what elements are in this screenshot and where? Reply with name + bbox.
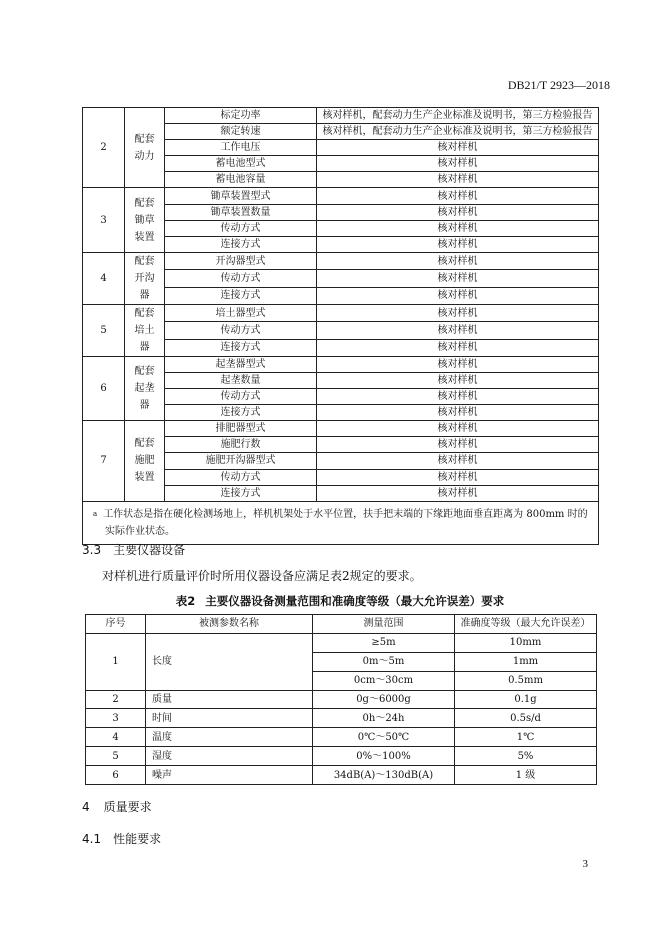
group-number: 6: [83, 356, 125, 420]
param-cell: 传动方式: [165, 322, 317, 339]
method-cell: 核对样机，配套动力生产企业标准及说明书，第三方检验报告: [317, 124, 599, 140]
group-name: [125, 188, 165, 252]
method-cell: 核对样机: [317, 322, 599, 339]
param-cell: 施肥开沟器型式: [165, 453, 317, 469]
group-name: [125, 252, 165, 304]
group-name-text: 配套 培土 器: [134, 307, 155, 353]
row-number: 6: [86, 766, 146, 785]
accuracy-cell: 1mm: [455, 652, 597, 671]
table2-caption: [82, 593, 598, 609]
param-cell: 连接方式: [165, 405, 317, 421]
param-cell: 连接方式: [165, 339, 317, 356]
param-name: 噪声: [146, 766, 313, 785]
param-cell: 开沟器型式: [165, 252, 317, 269]
param-cell: 培土器型式: [165, 304, 317, 321]
footnote-text: 工作状态是指在硬化检测场地上，样机机架处于水平位置，扶手把末端的下缘距地面垂直距离为 800mm 时的实际作业状态。: [103, 508, 588, 537]
section-number: 4: [82, 800, 90, 814]
group-number: 7: [83, 421, 125, 501]
method-cell: 核对样机: [317, 172, 599, 188]
table-row: [83, 252, 599, 269]
param-cell: 额定转速: [165, 124, 317, 140]
method-cell: 核对样机: [317, 421, 599, 437]
param-cell: 标定功率: [165, 108, 317, 124]
param-cell: 蓄电池容量: [165, 172, 317, 188]
method-cell: 核对样机，配套动力生产企业标准及说明书，第三方检验报告: [317, 108, 599, 124]
row-number: 1: [86, 633, 146, 690]
section-title: 主要仪器设备: [113, 543, 186, 557]
method-cell: 核对样机: [317, 270, 599, 287]
group-number: 4: [83, 252, 125, 304]
param-cell: 连接方式: [165, 236, 317, 252]
table-row: [86, 766, 597, 785]
row-number: 4: [86, 728, 146, 747]
page-number: 3: [582, 858, 588, 870]
param-cell: 工作电压: [165, 140, 317, 156]
param-cell: 传动方式: [165, 220, 317, 236]
param-name: 湿度: [146, 747, 313, 766]
param-cell: 传动方式: [165, 469, 317, 485]
footnote-row: [83, 501, 599, 544]
param-name: 质量: [146, 690, 313, 709]
param-cell: 连接方式: [165, 485, 317, 501]
method-cell: 核对样机: [317, 372, 599, 388]
range-cell: 0%～100%: [313, 747, 455, 766]
section-4-heading: [82, 798, 152, 815]
accuracy-cell: 5%: [455, 747, 597, 766]
method-cell: 核对样机: [317, 220, 599, 236]
group-name-text: 配套 开沟 器: [134, 255, 155, 301]
verification-table: [82, 107, 599, 545]
row-number: 5: [86, 747, 146, 766]
param-cell: 锄草装置数量: [165, 204, 317, 220]
row-number: 3: [86, 709, 146, 728]
accuracy-cell: 0.5mm: [455, 671, 597, 690]
group-name-text: 配套 锄草 装置: [134, 197, 155, 243]
header-cell: 被测参数名称: [146, 615, 313, 634]
accuracy-cell: 10mm: [455, 633, 597, 652]
group-name-text: 配套 动力: [134, 133, 155, 162]
range-cell: 0g～6000g: [313, 690, 455, 709]
method-cell: 核对样机: [317, 140, 599, 156]
method-cell: 核对样机: [317, 485, 599, 501]
accuracy-cell: 0.1g: [455, 690, 597, 709]
method-cell: 核对样机: [317, 339, 599, 356]
method-cell: 核对样机: [317, 437, 599, 453]
header-cell: 测量范围: [313, 615, 455, 634]
table-row: [86, 690, 597, 709]
method-cell: 核对样机: [317, 389, 599, 405]
param-cell: 排肥器型式: [165, 421, 317, 437]
group-name: [125, 421, 165, 501]
header-cell: 序号: [86, 615, 146, 634]
section-title: 性能要求: [113, 832, 162, 846]
table-row: [83, 421, 599, 437]
method-cell: 核对样机: [317, 156, 599, 172]
table-row: [83, 108, 599, 124]
method-cell: 核对样机: [317, 287, 599, 304]
param-cell: 锄草装置型式: [165, 188, 317, 204]
param-cell: 蓄电池型式: [165, 156, 317, 172]
table-row: [83, 188, 599, 204]
footnote: [83, 501, 599, 544]
param-cell: 起垄数量: [165, 372, 317, 388]
range-cell: ≥5m: [313, 633, 455, 652]
section-3-3-text: 对样机进行质量评价时所用仪器设备应满足表2规定的要求。: [102, 569, 422, 583]
table-row: [86, 709, 597, 728]
group-number: 3: [83, 188, 125, 252]
range-cell: 34dB(A)～130dB(A): [313, 766, 455, 785]
range-cell: 0h～24h: [313, 709, 455, 728]
section-title: 质量要求: [103, 800, 152, 814]
section-4-1-heading: [82, 830, 161, 847]
accuracy-cell: 1 级: [455, 766, 597, 785]
method-cell: 核对样机: [317, 188, 599, 204]
range-cell: 0m～5m: [313, 652, 455, 671]
document-code: DB21/T 2923—2018: [507, 78, 610, 92]
table-row: [86, 728, 597, 747]
method-cell: 核对样机: [317, 405, 599, 421]
param-cell: 起垄器型式: [165, 356, 317, 372]
section-3-3-heading: [82, 541, 185, 558]
method-cell: 核对样机: [317, 453, 599, 469]
table-header-row: [86, 615, 597, 634]
method-cell: 核对样机: [317, 304, 599, 321]
table-row: [86, 633, 597, 652]
param-cell: 传动方式: [165, 270, 317, 287]
param-name: 温度: [146, 728, 313, 747]
table2-number: 表2: [175, 594, 196, 608]
table-row: [86, 747, 597, 766]
table-row: [83, 356, 599, 372]
group-name: [125, 356, 165, 420]
param-name: 时间: [146, 709, 313, 728]
method-cell: 核对样机: [317, 204, 599, 220]
group-name: [125, 304, 165, 356]
range-cell: 0℃～50℃: [313, 728, 455, 747]
table2-title: 主要仪器设备测量范围和准确度等级（最大允许误差）要求: [205, 594, 505, 608]
table-row: [83, 304, 599, 321]
header-cell: 准确度等级（最大允许误差）: [455, 615, 597, 634]
group-number: 5: [83, 304, 125, 356]
method-cell: 核对样机: [317, 236, 599, 252]
accuracy-cell: 0.5s/d: [455, 709, 597, 728]
method-cell: 核对样机: [317, 252, 599, 269]
group-name: [125, 108, 165, 188]
param-cell: 传动方式: [165, 389, 317, 405]
accuracy-cell: 1℃: [455, 728, 597, 747]
instrument-table: [85, 614, 597, 785]
param-cell: 连接方式: [165, 287, 317, 304]
range-cell: 0cm～30cm: [313, 671, 455, 690]
param-name: 长度: [146, 633, 313, 690]
footnote-mark: a: [93, 509, 98, 518]
param-cell: 施肥行数: [165, 437, 317, 453]
group-name-text: 配套 施肥 装置: [134, 438, 155, 484]
group-number: 2: [83, 108, 125, 188]
group-name-text: 配套 起垄 器: [134, 366, 155, 412]
section-number: 4.1: [82, 832, 102, 846]
method-cell: 核对样机: [317, 356, 599, 372]
row-number: 2: [86, 690, 146, 709]
section-number: 3.3: [82, 543, 102, 557]
method-cell: 核对样机: [317, 469, 599, 485]
